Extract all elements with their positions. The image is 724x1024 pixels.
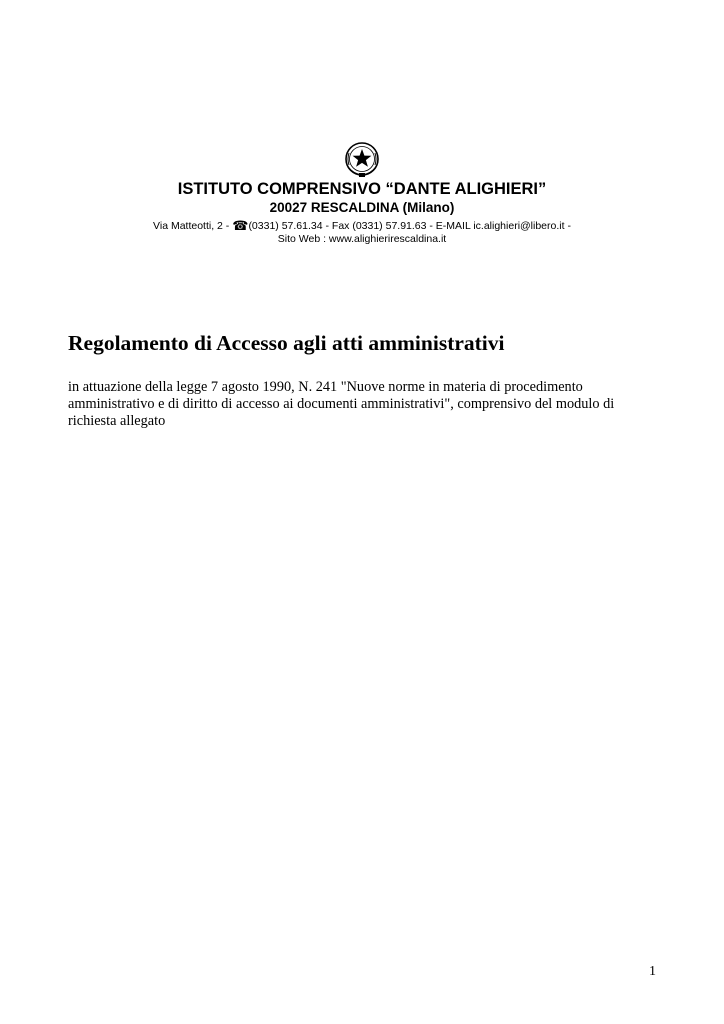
telephone-icon: ☎ [232, 218, 249, 233]
school-name: ISTITUTO COMPRENSIVO “DANTE ALIGHIERI” [177, 180, 547, 198]
school-contacts-line [0, 219, 724, 233]
page-number: 1 [649, 964, 656, 979]
document-title: Regolamento di Accesso agli atti amministrativi [68, 331, 505, 355]
contacts-text: (0331) 57.61.34 - Fax (0331) 57.91.63 - E-MAIL ic.alighieri@libero.it - [248, 220, 571, 232]
document-intro [68, 379, 668, 430]
school-city: 20027 RESCALDINA (Milano) [269, 200, 455, 215]
intro-line: in attuazione della legge 7 agosto 1990, N. 241 "Nuove norme in materia di procedimento [68, 379, 583, 395]
intro-line: amministrativo e di diritto di accesso ai documenti amministrativi", comprensivo del modulo di [68, 396, 615, 412]
italian-republic-emblem-icon [343, 141, 381, 179]
address-text: Via Matteotti, 2 - [153, 220, 230, 232]
intro-line: richiesta allegato [68, 413, 166, 429]
school-website: Sito Web : www.alighierirescaldina.it [277, 233, 447, 245]
